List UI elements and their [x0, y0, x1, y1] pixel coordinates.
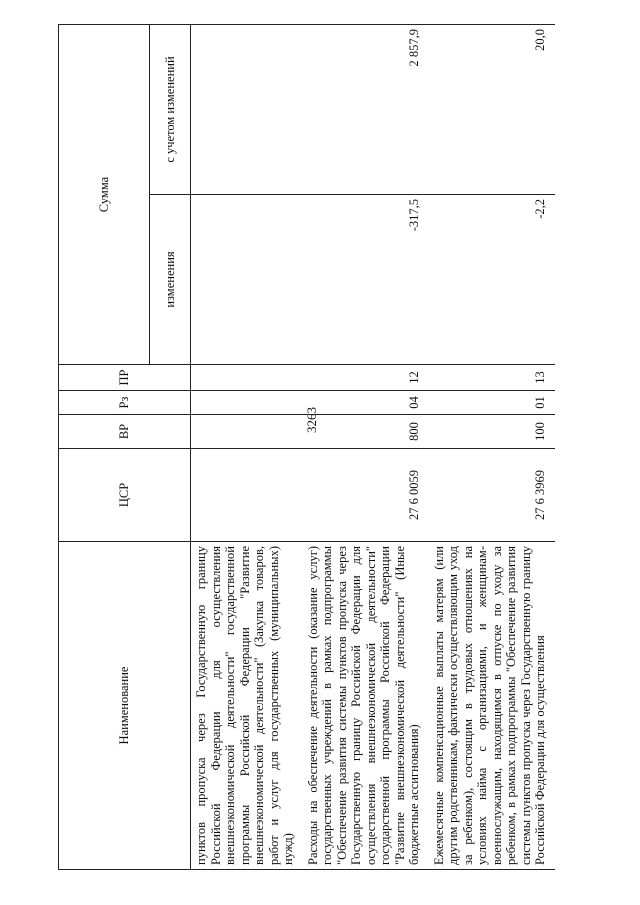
header-csr: ЦСР — [59, 449, 191, 542]
row-vr: 100 — [429, 415, 555, 449]
row-change: -317,5 — [303, 195, 429, 365]
header-name: Наименование — [59, 542, 191, 870]
rotated-page-content — [58, 25, 593, 870]
page-number: 3263 — [304, 407, 319, 433]
row-with-changes — [191, 25, 303, 195]
row-pr: 12 — [303, 365, 429, 391]
row-name: Ежемесячные компенсационные выплаты матерям (или другим родственникам, фактически осуществляющим уход за ребенком), состоящим в трудовых отношениях на условиях найма с организациями, и женщинам-военнослужащим, находящимся в отпуске по уходу за ребенком, в рамках подпрограммы "Обеспечение развития системы пунктов пропуска через Государственную границу Российской Федерации для осуществления — [429, 542, 555, 870]
row-name: Расходы на обеспечение деятельности (оказание услуг) государственных учреждений в рамках подпрограммы "Обеспечение развития системы пунктов пропуска через Государственную границу Российской Федерации для осуществления внешнеэкономической деятельности" государственной программы Российской Федерации "Развитие внешнеэкономической деятельности" (Иные бюджетные ассигнования) — [303, 542, 429, 870]
row-vr — [191, 415, 303, 449]
row-rz: 01 — [429, 391, 555, 415]
header-rz: Рз — [59, 391, 191, 415]
row-csr — [191, 449, 303, 542]
row-csr: 27 6 3969 — [429, 449, 555, 542]
budget-table — [58, 24, 555, 870]
row-name: пунктов пропуска через Государственную границу Российской Федерации для осуществления внешнеэкономической деятельности" государственной программы Российской Федерации "Развитие внешнеэкономической деятельности" (Закупка товаров, работ и услуг для государственных (муниципальных) нужд) — [191, 542, 303, 870]
header-with-changes: с учетом изменений — [150, 25, 191, 195]
row-with-changes: 2 857,9 — [303, 25, 429, 195]
row-with-changes: 20,0 — [429, 25, 555, 195]
row-rz: 04 — [303, 391, 429, 415]
header-sum: Сумма — [59, 25, 150, 365]
row-csr: 27 6 0059 — [303, 449, 429, 542]
header-pr: ПР — [59, 365, 191, 391]
row-pr — [191, 365, 303, 391]
header-change: изменения — [150, 195, 191, 365]
header-vr: ВР — [59, 415, 191, 449]
table-row — [429, 25, 555, 870]
row-rz — [191, 391, 303, 415]
table-row — [303, 25, 429, 870]
header-row — [59, 25, 150, 870]
row-change — [191, 195, 303, 365]
row-change: -2,2 — [429, 195, 555, 365]
row-vr: 800 — [303, 415, 429, 449]
table-row — [191, 25, 303, 870]
row-pr: 13 — [429, 365, 555, 391]
